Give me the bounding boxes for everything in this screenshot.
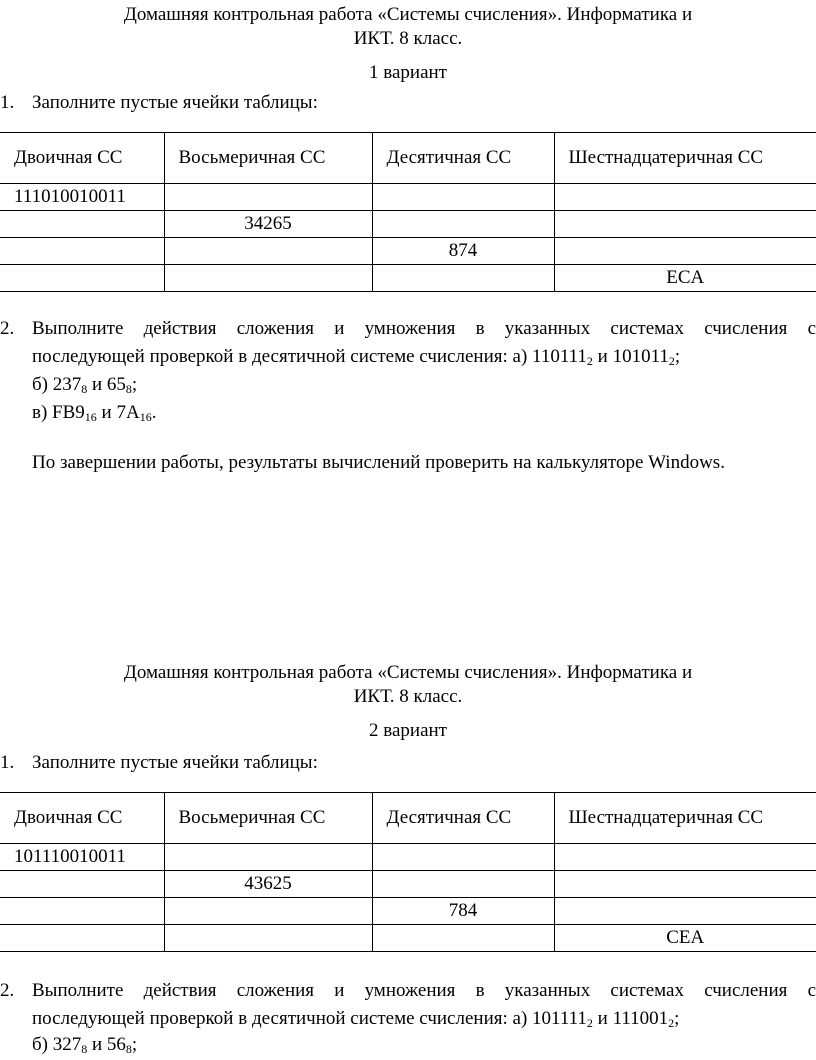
v2-header-octal: Восьмеричная СС — [164, 793, 372, 844]
v1-cell-empty — [164, 265, 372, 292]
v1-cell-empty — [554, 211, 816, 238]
v2-title-line2: ИКТ. 8 класс. — [353, 686, 463, 707]
v2-cell-empty — [372, 871, 554, 898]
table-row — [0, 184, 816, 211]
v2-cell-hex: CEA — [554, 925, 816, 952]
v2-task2-word: в — [475, 980, 485, 1001]
v1-cell-empty — [372, 184, 554, 211]
v1-task2-word: счисления — [704, 318, 788, 339]
v2-task2-word: действия — [143, 980, 217, 1001]
v1-cell-binary: 111010010011 — [0, 184, 164, 211]
v1-title-line1: Домашняя контрольная работа «Системы счисления». Информатика и — [123, 4, 693, 25]
v1-task2-a-text: ; — [674, 346, 681, 367]
v1-task2-line3 — [32, 374, 137, 396]
v2-cell-empty — [554, 898, 816, 925]
v1-cell-empty — [554, 238, 816, 265]
v1-task2-word: действия — [143, 318, 217, 339]
v1-task2-word: системах — [610, 318, 684, 339]
v2-task2-word: счисления — [704, 980, 788, 1001]
v1-task2-b-text: б) 237 — [32, 374, 82, 395]
v2-task2-b-text: б) 327 — [32, 1034, 82, 1055]
v2-task2-b-text: и 56 — [87, 1034, 126, 1055]
v1-conversion-table — [0, 132, 816, 292]
v2-task2-word: Выполните — [32, 980, 124, 1001]
v1-task2-word: Выполните — [32, 318, 124, 339]
v2-task2-b-base: 8 — [81, 1042, 88, 1056]
v1-task2-word: указанных — [504, 318, 591, 339]
v1-cell-empty — [372, 265, 554, 292]
v2-task2-a-text: и 111001 — [592, 1008, 669, 1029]
v2-table-header-row — [0, 793, 816, 844]
v2-cell-empty — [372, 844, 554, 871]
v1-cell-hex: ECA — [554, 265, 816, 292]
v1-task2-c-text: . — [151, 402, 157, 423]
v2-cell-empty — [554, 871, 816, 898]
v2-cell-empty — [0, 925, 164, 952]
v1-task2-a-text: последующей проверкой в десятичной системе счисления: а) 110111 — [32, 346, 587, 367]
v1-table-header-row — [0, 133, 816, 184]
v1-cell-empty — [164, 238, 372, 265]
v1-cell-octal: 34265 — [164, 211, 372, 238]
v2-task2-word: указанных — [504, 980, 591, 1001]
v1-title-line2: ИКТ. 8 класс. — [353, 28, 463, 49]
v1-task2-line4 — [32, 402, 156, 424]
v2-task2-a-text: ; — [674, 1008, 680, 1029]
v2-task2-b-text: ; — [131, 1034, 138, 1055]
v2-task2-number: 2. — [0, 980, 15, 1001]
v2-header-binary: Двоичная СС — [0, 793, 164, 844]
v1-final-note: По завершении работы, результаты вычислений проверить на калькуляторе Windows. — [32, 452, 725, 473]
v2-task2-word: и — [334, 980, 345, 1001]
v1-task2-a-text: и 101011 — [592, 346, 669, 367]
v1-cell-empty — [372, 211, 554, 238]
table-row — [0, 925, 816, 952]
v2-title-line1: Домашняя контрольная работа «Системы счисления». Информатика и — [123, 662, 693, 683]
v1-task1-number: 1. — [0, 92, 15, 113]
v2-task2-word: сложения — [236, 980, 315, 1001]
v2-task2-line2 — [32, 1008, 679, 1030]
v1-cell-empty — [0, 238, 164, 265]
v1-task1-text: Заполните пустые ячейки таблицы: — [32, 92, 318, 113]
v1-cell-empty — [164, 184, 372, 211]
table-row — [0, 265, 816, 292]
v2-cell-empty — [0, 871, 164, 898]
table-row — [0, 844, 816, 871]
v1-task2-c-base: 16 — [139, 410, 152, 424]
v1-cell-empty — [554, 184, 816, 211]
v2-cell-octal: 43625 — [164, 871, 372, 898]
v1-header-binary: Двоичная СС — [0, 133, 164, 184]
v1-task2-word: в — [475, 318, 485, 339]
v1-task2-a-base: 2 — [586, 354, 593, 368]
v2-task2-line3 — [32, 1034, 137, 1056]
v2-task2-word: умножения — [364, 980, 456, 1001]
v1-task1 — [0, 92, 816, 116]
v1-header-octal: Восьмеричная СС — [164, 133, 372, 184]
v1-task2-b-base: 8 — [81, 382, 88, 396]
v2-task1-text: Заполните пустые ячейки таблицы: — [32, 752, 318, 773]
v1-task2-word: сложения — [236, 318, 315, 339]
v2-task2-a-base: 2 — [668, 1016, 675, 1030]
v1-task2-b-text: ; — [131, 374, 138, 395]
v1-task2-c-base: 16 — [84, 410, 97, 424]
v2-cell-empty — [164, 925, 372, 952]
v1-task2-word: с — [807, 318, 816, 339]
v2-task2-word: с — [807, 980, 816, 1001]
v2-cell-empty — [554, 844, 816, 871]
v1-task2-a-base: 2 — [668, 354, 675, 368]
v2-task2 — [0, 980, 816, 1060]
v2-task1-number: 1. — [0, 752, 15, 773]
v1-task2-c-text: в) FB9 — [32, 402, 85, 423]
v2-task2-a-text: последующей проверкой в десятичной системе счисления: а) 101111 — [32, 1008, 587, 1029]
v2-cell-binary: 101110010011 — [0, 844, 164, 871]
v1-task2-b-text: и 65 — [87, 374, 126, 395]
v2-task2-line1 — [32, 980, 816, 1002]
v1-task2-c-text: и 7A — [96, 402, 140, 423]
v1-task2-number: 2. — [0, 318, 15, 339]
v2-task1 — [0, 752, 816, 776]
table-row — [0, 871, 816, 898]
v1-task2 — [0, 318, 816, 428]
v2-cell-empty — [372, 925, 554, 952]
v2-header-hex: Шестнадцатеричная СС — [554, 793, 816, 844]
v2-cell-empty — [164, 898, 372, 925]
v1-cell-empty — [0, 265, 164, 292]
v1-cell-decimal: 874 — [372, 238, 554, 265]
v2-task2-word: системах — [610, 980, 684, 1001]
v2-task2-a-base: 2 — [586, 1016, 593, 1030]
v1-task2-b-base: 8 — [125, 382, 132, 396]
v2-variant-label: 2 вариант — [369, 720, 447, 741]
v1-task2-word: умножения — [364, 318, 456, 339]
v1-variant-label: 1 вариант — [369, 62, 447, 83]
v1-task2-line1 — [32, 318, 816, 340]
v2-task2-b-base: 8 — [125, 1042, 132, 1056]
v2-header-decimal: Десятичная СС — [372, 793, 554, 844]
v2-cell-empty — [164, 844, 372, 871]
table-row — [0, 211, 816, 238]
v1-task2-line2 — [32, 346, 680, 368]
v2-cell-empty — [0, 898, 164, 925]
v2-conversion-table — [0, 792, 816, 952]
v1-header-decimal: Десятичная СС — [372, 133, 554, 184]
v1-header-hex: Шестнадцатеричная СС — [554, 133, 816, 184]
v2-cell-decimal: 784 — [372, 898, 554, 925]
v1-cell-empty — [0, 211, 164, 238]
v1-task2-word: и — [334, 318, 345, 339]
table-row — [0, 898, 816, 925]
table-row — [0, 238, 816, 265]
